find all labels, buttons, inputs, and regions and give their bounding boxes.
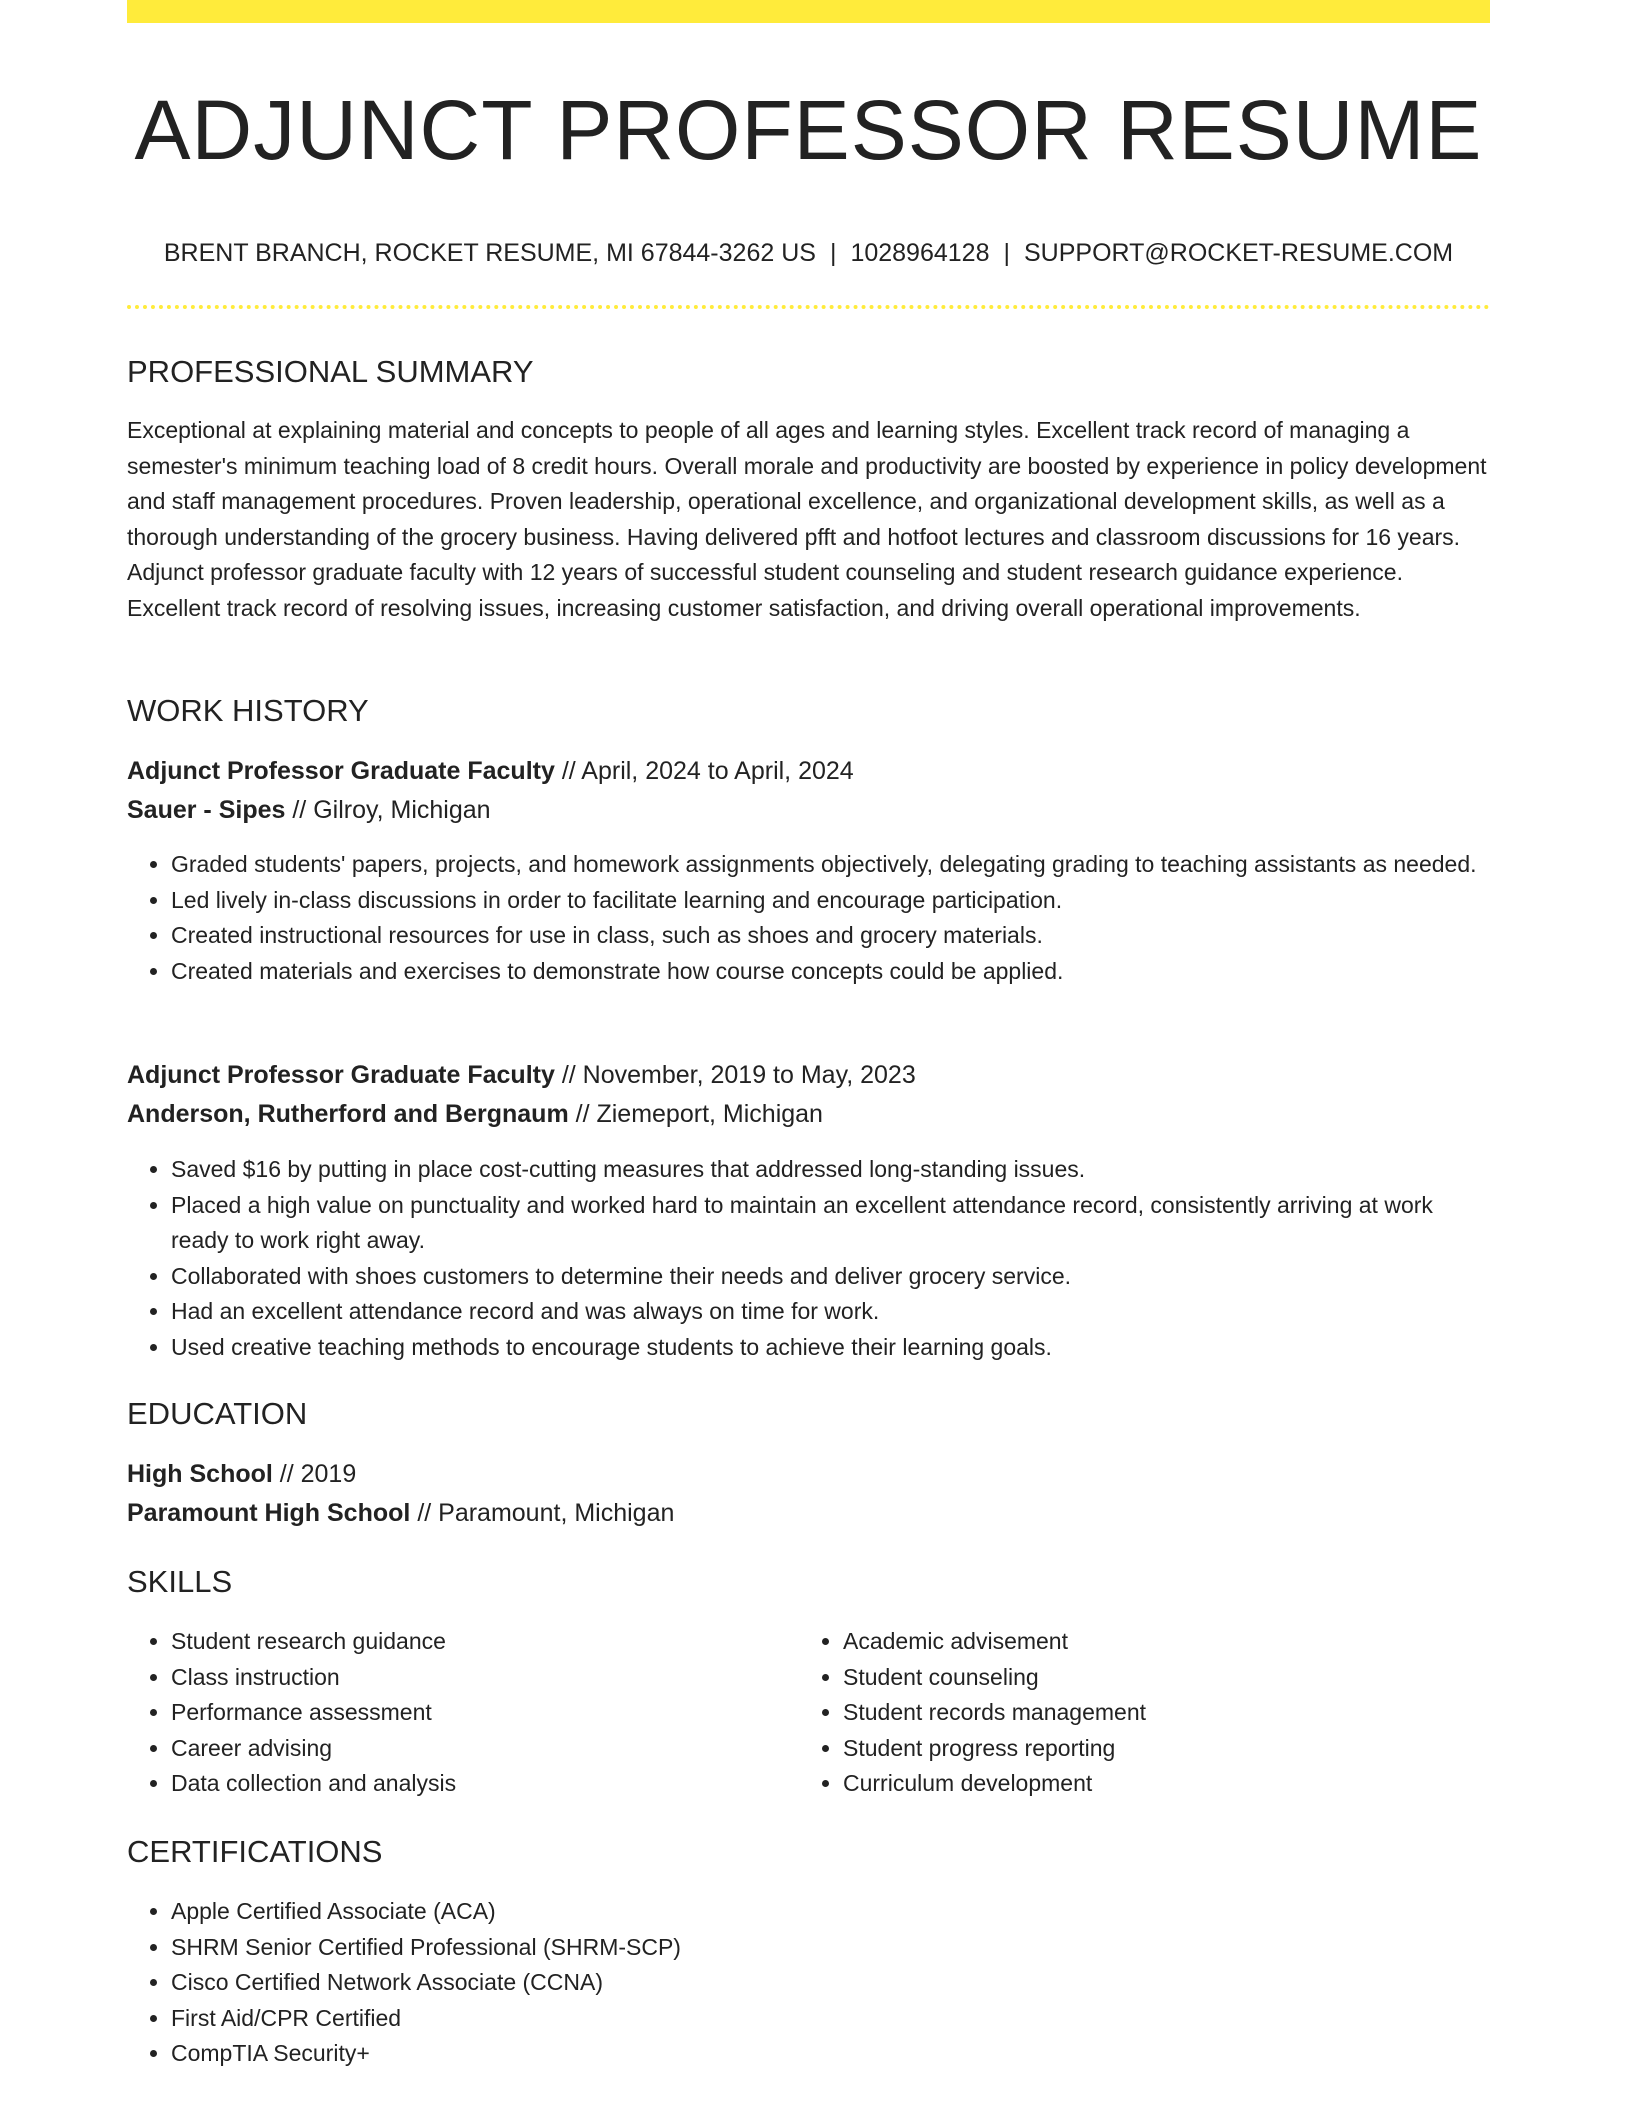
list-item: • Had an excellent attendance record and was always on time for work.: [171, 1294, 1490, 1330]
summary-heading: PROFESSIONAL SUMMARY: [127, 354, 534, 389]
list-item: • Class instruction: [171, 1660, 799, 1696]
list-item: • Student counseling: [843, 1660, 1471, 1696]
list-item: • Student research guidance: [171, 1624, 799, 1660]
list-item: • Used creative teaching methods to encourage students to achieve their learning goals.: [171, 1330, 1490, 1366]
skills-heading: SKILLS: [127, 1564, 233, 1599]
job-2-company-line: [127, 1097, 823, 1131]
job-2-title-line: [127, 1058, 916, 1092]
list-item: • Performance assessment: [171, 1695, 799, 1731]
education-location: // Paramount, Michigan: [417, 1499, 675, 1527]
skills-list-right: [799, 1624, 1471, 1802]
list-item: • SHRM Senior Certified Professional (SHRM-SCP): [171, 1930, 1490, 1966]
list-item: • Career advising: [171, 1731, 799, 1767]
education-degree: High School: [127, 1460, 273, 1488]
list-item: • Saved $16 by putting in place cost-cutting measures that addressed long-standing issues.: [171, 1152, 1490, 1188]
education-degree-line: [127, 1457, 356, 1491]
work-history-heading: WORK HISTORY: [127, 693, 369, 728]
certifications-heading: CERTIFICATIONS: [127, 1834, 383, 1869]
job-1-bullets: [127, 847, 1490, 989]
education-year: // 2019: [279, 1460, 357, 1488]
list-item: • Collaborated with shoes customers to determine their needs and deliver grocery service.: [171, 1259, 1490, 1295]
list-item: • Created materials and exercises to demonstrate how course concepts could be applied.: [171, 954, 1490, 990]
education-school-line: [127, 1496, 674, 1530]
contact-phone[interactable]: 1028964128: [850, 239, 990, 267]
job-1-dates: // April, 2024 to April, 2024: [561, 757, 854, 785]
list-item: • Led lively in-class discussions in order to facilitate learning and encourage participation.: [171, 883, 1490, 919]
education-heading: EDUCATION: [127, 1396, 308, 1431]
certifications-list: [127, 1894, 1490, 2072]
job-2-title: Adjunct Professor Graduate Faculty: [127, 1061, 555, 1089]
list-item: • Cisco Certified Network Associate (CCNA): [171, 1965, 1490, 2001]
education-school: Paramount High School: [127, 1499, 411, 1527]
job-1-location: // Gilroy, Michigan: [292, 796, 491, 824]
skills-list-left: [127, 1624, 799, 1802]
job-2-dates: // November, 2019 to May, 2023: [561, 1061, 916, 1089]
contact-line: [127, 236, 1490, 270]
list-item: • Student records management: [843, 1695, 1471, 1731]
job-2-location: // Ziemeport, Michigan: [575, 1100, 823, 1128]
contact-email[interactable]: SUPPORT@ROCKET-RESUME.COM: [1023, 239, 1454, 267]
dotted-divider: [127, 305, 1490, 309]
job-2-company: Anderson, Rutherford and Bergnaum: [127, 1100, 569, 1128]
job-1-title: Adjunct Professor Graduate Faculty: [127, 757, 555, 785]
list-item: • CompTIA Security+: [171, 2036, 1490, 2072]
job-2-bullets: [127, 1152, 1490, 1366]
contact-separator: |: [1003, 239, 1010, 267]
job-1-title-line: [127, 754, 854, 788]
list-item: • Placed a high value on punctuality and worked hard to maintain an excellent attendance record, consistently arriving at work ready to work right away.: [171, 1188, 1490, 1259]
list-item: • Apple Certified Associate (ACA): [171, 1894, 1490, 1930]
list-item: • Student progress reporting: [843, 1731, 1471, 1767]
job-1-company-line: [127, 793, 491, 827]
page-title: ADJUNCT PROFESSOR RESUME: [134, 83, 1483, 177]
accent-bar: [127, 0, 1490, 23]
list-item: • Created instructional resources for use in class, such as shoes and grocery materials.: [171, 918, 1490, 954]
list-item: • First Aid/CPR Certified: [171, 2001, 1490, 2037]
list-item: • Graded students' papers, projects, and homework assignments objectively, delegating grading to teaching assistants as needed.: [171, 847, 1490, 883]
list-item: • Curriculum development: [843, 1766, 1471, 1802]
list-item: • Data collection and analysis: [171, 1766, 799, 1802]
job-1-company: Sauer - Sipes: [127, 796, 286, 824]
summary-text: Exceptional at explaining material and concepts to people of all ages and learning styles. Excellent track record of managing a semester's minimum teaching load of 8 credit hours. Overall morale and productivity are boosted by experience in policy development and staff management procedures. Proven leadership, operational excellence, and organizational development skills, as well as a thorough understanding of the grocery business. Having delivered pfft and hotfoot lectures and classroom discussions for 16 years. Adjunct professor graduate faculty with 12 years of successful student counseling and student research guidance experience. Excellent track record of resolving issues, increasing customer satisfaction, and driving overall operational improvements.: [127, 417, 1487, 621]
contact-address: BRENT BRANCH, ROCKET RESUME, MI 67844-3262 US: [163, 239, 816, 267]
contact-separator: |: [829, 239, 837, 267]
list-item: • Academic advisement: [843, 1624, 1471, 1660]
